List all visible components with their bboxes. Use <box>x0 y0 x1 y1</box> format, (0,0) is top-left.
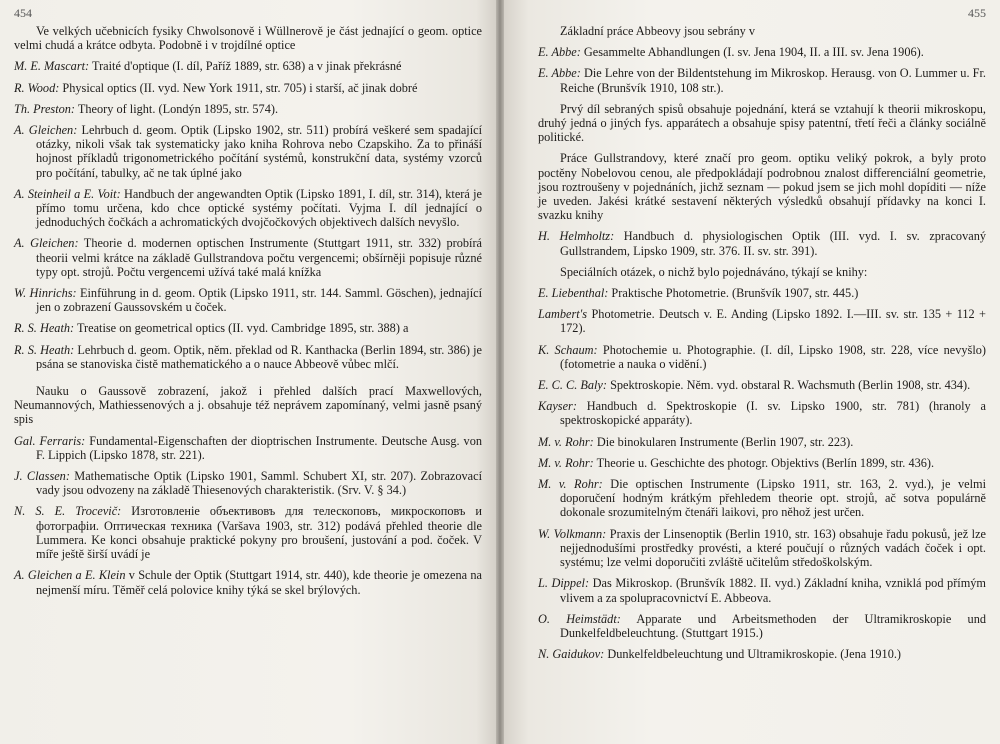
entry-author: N. S. E. Trocevič: <box>14 504 122 519</box>
bibliography-entry <box>538 307 986 335</box>
bibliography-entry <box>14 123 482 180</box>
entry-text: Die optischen Instrumente (Lipsko 1911, str. 163, 2. vyd.), je velmi doporučení hodným krátkým přehledem theorie opt. strojů, ač sotva populárně dokonale srozumitelným čtenáři laikovi, pro něhož jest určen. <box>560 477 986 520</box>
entry-text: Das Mikroskop. (Brunšvík 1882. II. vyd.) Základní kniha, vzniklá pod přímým vlivem a za spolupracovnictví E. Abbeova. <box>560 576 986 605</box>
text-paragraph <box>14 24 482 52</box>
entry-text: Praktische Photometrie. (Brunšvík 1907, str. 445.) <box>608 286 859 301</box>
entry-author: M. v. Rohr: <box>538 477 603 492</box>
entry-author: M. v. Rohr: <box>538 455 594 470</box>
entry-text: Lehrbuch d. geom. Optik, něm. překlad od R. Kanthacka (Berlin 1894, str. 386) je psána se stanoviska čistě mathematického a o nauce Abbeově vůbec mlčí. <box>36 342 482 371</box>
paragraph-text: Nauku o Gaussově zobrazení, jakož i přehled dalších prací Maxwellových, Neumannových, Mathiessenových a j. obsahuje též neprávem zapomínaný, velmi jasně psaný spis <box>14 384 482 427</box>
bibliography-entry <box>538 647 986 661</box>
bibliography-entry <box>538 576 986 604</box>
entry-author: O. Heimstädt: <box>538 611 621 626</box>
entry-author: A. Steinheil a E. Voit: <box>14 186 121 201</box>
text-paragraph <box>14 384 482 427</box>
entry-text: Fundamental-Eigenschaften der dioptrischen Instrumente. Deutsche Ausg. von F. Lippich (Lipsko 1878, str. 221). <box>36 433 482 462</box>
entry-text: Traité d'optique (I. díl, Paříž 1889, str. 638) a v jinak překrásné <box>89 59 402 74</box>
bibliography-entry <box>538 66 986 94</box>
entry-author: K. Schaum: <box>538 342 598 357</box>
entry-author: E. Liebenthal: <box>538 286 609 301</box>
entry-author: R. S. Heath: <box>14 342 75 357</box>
right-page <box>504 0 1000 744</box>
text-paragraph <box>538 102 986 145</box>
entry-author: A. Gleichen: <box>14 123 78 138</box>
entry-text: Theorie d. modernen optischen Instrumente (Stuttgart 1911, str. 332) probírá theorii velmi krátce na základě Gullstrandova počtu vergencemi; obšírněji popisuje různé typy opt. strojů. Počtu vergencemi užívá také malá knížka <box>36 236 482 279</box>
bibliography-entry <box>14 434 482 462</box>
entry-text: Spektroskopie. Něm. vyd. obstaral R. Wachsmuth (Berlin 1908, str. 434). <box>607 378 971 393</box>
entry-text: Photometrie. Deutsch v. E. Anding (Lipsko 1892. I.—III. sv. str. 135 + 112 + 172). <box>560 307 986 336</box>
paragraph-text: Prvý díl sebraných spisů obsahuje pojednání, která se vztahují k theorii mikroskopu, druhý jedná o jiných fys. apparátech a obsahuje spisy patentní, třetí řeči a články sociálně politické. <box>538 101 986 145</box>
paragraph-text: Základní práce Abbeovy jsou sebrány v <box>560 24 755 38</box>
bibliography-entry <box>14 102 482 116</box>
entry-author: N. Gaidukov: <box>538 647 605 662</box>
entry-text: Theorie u. Geschichte des photogr. Objektivs (Berlín 1899, str. 436). <box>593 455 935 470</box>
paragraph-text: Ve velkých učebnicích fysiky Chwolsonově i Wüllnerově je část jednající o geom. optice velmi chudá a krátce odbyta. Podobně i v trojdílné optice <box>14 24 482 53</box>
entry-author: A. Gleichen a E. Klein <box>14 568 126 583</box>
bibliography-entry <box>538 343 986 371</box>
entry-author: R. Wood: <box>14 80 60 95</box>
text-paragraph <box>538 265 986 279</box>
entry-author: L. Dippel: <box>538 576 590 591</box>
entry-text: Handbuch der angewandten Optik (Lipsko 1891, I. díl, str. 314), která je přímo tomu určena, kdo chce optické systémy počítati. Vyjma I. díl jednající o jednoduchých čočkách a achromatických dvojčočkových objektivech dalších nevyšlo. <box>36 186 482 230</box>
entry-author: E. C. C. Baly: <box>538 378 607 393</box>
entry-text: Gesammelte Abhandlungen (I. sv. Jena 1904, II. a III. sv. Jena 1906). <box>580 45 924 60</box>
bibliography-entry <box>538 456 986 470</box>
left-page <box>0 0 496 744</box>
entry-text: Treatise on geometrical optics (II. vyd. Cambridge 1895, str. 388) a <box>74 321 409 336</box>
entry-author: W. Volkmann: <box>538 526 607 541</box>
text-paragraph <box>538 151 986 222</box>
entry-author: M. v. Rohr: <box>538 434 594 449</box>
bibliography-entry <box>14 81 482 95</box>
entry-text: Die Lehre von der Bildentstehung im Mikroskop. Herausg. von O. Lummer u. Fr. Reiche (Brunšvík 1910, 108 str.). <box>560 66 986 95</box>
bibliography-entry <box>14 321 482 335</box>
entry-text: Apparate und Arbeitsmethoden der Ultramikroskopie und Dunkelfeldbeleuchtung. (Stuttgart 1915.) <box>560 611 986 640</box>
paragraph-text: Práce Gullstrandovy, které značí pro geom. optiku veliký pokrok, a byly proto poctěny Nobelovou cenou, ale předpokládají podrobnou znalost differenciální geometrie, jsou roztroušeny v pojednáních, jichž seznam — pokud jsem se jich mohl dopíditi — níže je uveden. Jakési krátké sestavení některých výsledků obsahují přídavky na konci I. svazku knihy <box>538 151 986 223</box>
entry-text: Lehrbuch d. geom. Optik (Lipsko 1902, str. 511) probírá veškeré sem spadající otázky, nikoli však tak systematicky jako kniha Rohrova nebo Czapskiho. Za to přináší hojnost příkladů trigonometrického počítání systémů, konstrukční data, systémy vzorců pro počítání, tabulky, ač ne tak úplné jako <box>36 123 483 180</box>
entry-author: A. Gleichen: <box>14 236 79 251</box>
entry-text: Изготовленіе объективовъ для телескоповъ, микроскоповъ и фотографіи. Оптическая техника (Varšava 1903, str. 312) podává přehled theorie dle Lummera. Ke konci obsahuje praktické pokyny pro broušení, justování a pod. čoček. V míře ještě širší uvádí je <box>36 504 482 562</box>
text-paragraph <box>538 24 986 38</box>
entry-author: W. Hinrichs: <box>14 286 77 301</box>
entry-text: Einführung in d. geom. Optik (Lipsko 1911, str. 144. Samml. Göschen), jednající jen o zobrazení Gaussovském u čoček. <box>36 286 483 315</box>
entry-author: E. Abbe: <box>538 66 581 81</box>
bibliography-entry <box>538 527 986 570</box>
entry-author: M. E. Mascart: <box>14 59 90 74</box>
entry-author: E. Abbe: <box>538 45 581 60</box>
bibliography-entry <box>538 399 986 427</box>
bibliography-entry <box>538 612 986 640</box>
bibliography-entry <box>538 378 986 392</box>
bibliography-entry <box>14 343 482 371</box>
page-number-right: 455 <box>968 6 986 20</box>
entry-author: Gal. Ferraris: <box>14 433 86 448</box>
bibliography-entry <box>538 229 986 257</box>
entry-author: R. S. Heath: <box>14 321 75 336</box>
entry-author: J. Classen: <box>14 469 70 484</box>
bibliography-entry <box>538 435 986 449</box>
bibliography-entry <box>14 59 482 73</box>
entry-text: Photochemie u. Photographie. (I. díl, Lipsko 1908, str. 228, více nevyšlo) (fotometrie a nauka o vidění.) <box>560 342 986 371</box>
bibliography-entry <box>538 286 986 300</box>
bibliography-entry <box>14 236 482 279</box>
entry-text: Dunkelfeldbeleuchtung und Ultramikroskopie. (Jena 1910.) <box>604 647 902 662</box>
entry-text: Mathematische Optik (Lipsko 1901, Samml. Schubert XI, str. 207). Zobrazovací vady jsou odvozeny na základě Thiesenových charakteristik. (Srv. V. § 34.) <box>36 469 482 498</box>
bibliography-entry <box>14 187 482 230</box>
entry-text: v Schule der Optik (Stuttgart 1914, str. 440), kde theorie je omezena na nejmenší míru. Těměř celá polovice knihy týká se skel brýlových. <box>36 568 482 597</box>
bibliography-entry <box>14 286 482 314</box>
entry-text: Handbuch d. Spektroskopie (I. sv. Lipsko 1900, str. 781) (hranoly a spektroskopické apparáty). <box>560 399 986 428</box>
entry-text: Praxis der Linsenoptik (Berlin 1910, str. 163) obsahuje řadu pokusů, jež lze nejjednodušími prostředky provésti, a které poučují o různých vadách čoček i opt. systému; lze velmi doporučiti zvláště učitelům středoškolským. <box>560 526 986 570</box>
entry-author: Kayser: <box>538 399 577 414</box>
book-gutter <box>496 0 504 744</box>
paragraph-text: Speciálních otázek, o nichž bylo pojednáváno, týkají se knihy: <box>560 264 868 279</box>
entry-author: H. Helmholtz: <box>538 229 615 244</box>
bibliography-entry <box>538 477 986 520</box>
bibliography-entry <box>14 504 482 561</box>
bibliography-entry <box>538 45 986 59</box>
right-page-text <box>538 24 986 661</box>
entry-author: Th. Preston: <box>14 101 76 116</box>
page-number-left: 454 <box>14 6 32 20</box>
entry-author: Lambert's <box>538 307 588 322</box>
bibliography-entry <box>14 469 482 497</box>
entry-text: Die binokularen Instrumente (Berlin 1907, str. 223). <box>593 434 854 449</box>
entry-text: Physical optics (II. vyd. New York 1911, str. 705) i starší, ač jinak dobré <box>59 80 418 95</box>
entry-text: Theory of light. (Londýn 1895, str. 574). <box>75 101 279 116</box>
entry-text: Handbuch d. physiologischen Optik (III. vyd. I. sv. zpracovaný Gullstrandem, Lipsko 1909, str. 376. II. sv. str. 391). <box>560 229 986 258</box>
left-page-text <box>14 24 482 597</box>
bibliography-entry <box>14 568 482 596</box>
